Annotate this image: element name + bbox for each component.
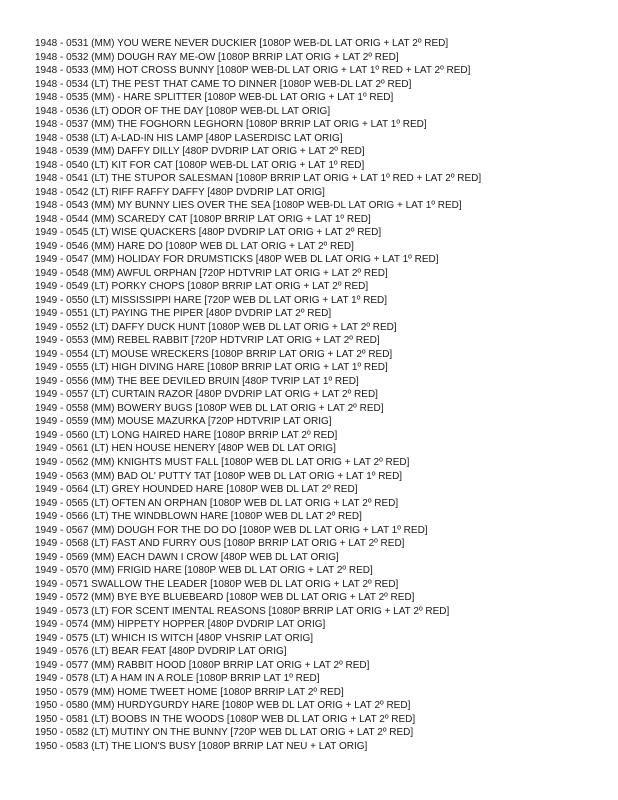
catalog-entry: 1948 - 0542 (LT) RIFF RAFFY DAFFY [480P DVDRIP LAT ORIG] — [35, 186, 325, 198]
catalog-entry: 1948 - 0533 (MM) HOT CROSS BUNNY [1080P WEB-DL LAT ORIG + LAT 1º RED + LAT 2º RED] — [35, 65, 471, 77]
catalog-entry: 1948 - 0537 (MM) THE FOGHORN LEGHORN [1080P BRRIP LAT ORIG + LAT 1º RED] — [35, 119, 427, 131]
catalog-entry: 1949 - 0571 SWALLOW THE LEADER [1080P WEB DL LAT ORIG + LAT 2º RED] — [35, 578, 399, 590]
catalog-entry: 1949 - 0577 (MM) RABBIT HOOD [1080P BRRIP LAT ORIG + LAT 2º RED] — [35, 659, 370, 671]
catalog-entry: 1949 - 0551 (LT) PAYING THE PIPER [480P DVDRIP LAT 2º RED] — [35, 308, 332, 320]
catalog-entry: 1949 - 0562 (MM) KNIGHTS MUST FALL [1080P WEB DL LAT ORIG + LAT 2º RED] — [35, 456, 410, 468]
catalog-entry: 1948 - 0543 (MM) MY BUNNY LIES OVER THE SEA [1080P WEB-DL LAT ORIG + LAT 1º RED] — [35, 200, 462, 212]
catalog-entry: 1948 - 0534 (LT) THE PEST THAT CAME TO DINNER [1080P WEB-DL LAT 2º RED] — [35, 78, 412, 90]
catalog-entry: 1948 - 0532 (MM) DOUGH RAY ME-OW [1080P BRRIP LAT ORIG + LAT 2º RED] — [35, 51, 399, 63]
catalog-entry: 1949 - 0555 (LT) HIGH DIVING HARE [1080P BRRIP LAT ORIG + LAT 1º RED] — [35, 362, 388, 374]
catalog-entry: 1949 - 0570 (MM) FRIGID HARE [1080P WEB DL LAT ORIG + LAT 2º RED] — [35, 565, 373, 577]
catalog-list — [35, 37, 610, 753]
catalog-entry: 1949 - 0572 (MM) BYE BYE BLUEBEARD [1080P WEB DL LAT ORIG + LAT 2º RED] — [35, 592, 415, 604]
catalog-entry: 1949 - 0547 (MM) HOLIDAY FOR DRUMSTICKS [480P WEB DL LAT ORIG + LAT 1º RED] — [35, 254, 439, 266]
catalog-entry: 1949 - 0561 (LT) HEN HOUSE HENERY [480P WEB DL LAT ORIG] — [35, 443, 336, 455]
catalog-entry: 1949 - 0574 (MM) HIPPETY HOPPER [480P DVDRIP LAT ORIG] — [35, 619, 326, 631]
catalog-entry: 1949 - 0559 (MM) MOUSE MAZURKA [720P HDTVRIP LAT ORIG] — [35, 416, 332, 428]
catalog-entry: 1950 - 0580 (MM) HURDYGURDY HARE [1080P WEB DL LAT ORIG + LAT 2º RED] — [35, 700, 411, 712]
catalog-entry: 1949 - 0545 (LT) WISE QUACKERS [480P DVDRIP LAT ORIG + LAT 2º RED] — [35, 227, 382, 239]
catalog-entry: 1948 - 0538 (LT) A-LAD-IN HIS LAMP [480P LASERDISC LAT ORIG] — [35, 132, 343, 144]
catalog-entry: 1949 - 0568 (LT) FAST AND FURRY OUS [1080P BRRIP LAT ORIG + LAT 2º RED] — [35, 538, 405, 550]
catalog-entry: 1948 - 0540 (LT) KIT FOR CAT [1080P WEB-DL LAT ORIG + LAT 1º RED] — [35, 159, 365, 171]
catalog-entry: 1949 - 0569 (MM) EACH DAWN I CROW [480P WEB DL LAT ORIG] — [35, 551, 339, 563]
catalog-entry: 1949 - 0576 (LT) BEAR FEAT [480P DVDRIP LAT ORIG] — [35, 646, 287, 658]
catalog-entry: 1949 - 0564 (LT) GREY HOUNDED HARE [1080P WEB DL LAT 2º RED] — [35, 484, 358, 496]
catalog-entry: 1949 - 0558 (MM) BOWERY BUGS [1080P WEB DL LAT ORIG + LAT 2º RED] — [35, 402, 384, 414]
catalog-entry: 1948 - 0531 (MM) YOU WERE NEVER DUCKIER [1080P WEB-DL LAT ORIG + LAT 2º RED] — [35, 38, 449, 49]
catalog-entry: 1949 - 0549 (LT) PORKY CHOPS [1080P BRRIP LAT ORIG + LAT 2º RED] — [35, 281, 369, 293]
catalog-entry: 1948 - 0539 (MM) DAFFY DILLY [480P DVDRIP LAT ORIG + LAT 2º RED] — [35, 146, 365, 158]
catalog-entry: 1948 - 0535 (MM) - HARE SPLITTER [1080P WEB-DL LAT ORIG + LAT 1º RED] — [35, 92, 394, 104]
catalog-entry: 1949 - 0557 (LT) CURTAIN RAZOR [480P DVDRIP LAT ORIG + LAT 2º RED] — [35, 389, 378, 401]
catalog-entry: 1950 - 0582 (LT) MUTINY ON THE BUNNY [720P WEB DL LAT ORIG + LAT 2º RED] — [35, 727, 414, 739]
catalog-entry: 1949 - 0550 (LT) MISSISSIPPI HARE [720P WEB DL LAT ORIG + LAT 1º RED] — [35, 294, 388, 306]
catalog-entry: 1949 - 0573 (LT) FOR SCENT IMENTAL REASONS [1080P BRRIP LAT ORIG + LAT 2º RED] — [35, 605, 450, 617]
catalog-entry: 1948 - 0544 (MM) SCAREDY CAT [1080P BRRIP LAT ORIG + LAT 1º RED] — [35, 213, 371, 225]
catalog-entry: 1949 - 0578 (LT) A HAM IN A ROLE [1080P BRRIP LAT 1º RED] — [35, 673, 320, 685]
catalog-entry: 1949 - 0566 (LT) THE WINDBLOWN HARE [1080P WEB DL LAT 2º RED] — [35, 511, 362, 523]
catalog-entry: 1950 - 0579 (MM) HOME TWEET HOME [1080P BRRIP LAT 2º RED] — [35, 686, 344, 698]
catalog-entry: 1949 - 0563 (MM) BAD OL' PUTTY TAT [1080P WEB DL LAT ORIG + LAT 1º RED] — [35, 470, 403, 482]
catalog-entry: 1949 - 0553 (MM) REBEL RABBIT [720P HDTVRIP LAT ORIG + LAT 2º RED] — [35, 335, 380, 347]
catalog-entry: 1949 - 0556 (MM) THE BEE DEVILED BRUIN [480P TVRIP LAT 1º RED] — [35, 375, 359, 387]
catalog-entry: 1949 - 0560 (LT) LONG HAIRED HARE [1080P BRRIP LAT 2º RED] — [35, 429, 338, 441]
catalog-entry: 1949 - 0552 (LT) DAFFY DUCK HUNT [1080P WEB DL LAT ORIG + LAT 2º RED] — [35, 321, 397, 333]
catalog-entry: 1948 - 0536 (LT) ODOR OF THE DAY [1080P WEB-DL LAT ORIG] — [35, 105, 331, 117]
catalog-entry: 1949 - 0567 (MM) DOUGH FOR THE DO DO [1080P WEB DL LAT ORIG + LAT 1º RED] — [35, 524, 428, 536]
catalog-entry: 1950 - 0583 (LT) THE LION'S BUSY [1080P BRRIP LAT NEU + LAT ORIG] — [35, 740, 368, 752]
catalog-entry: 1949 - 0548 (MM) AWFUL ORPHAN [720P HDTVRIP LAT ORIG + LAT 2º RED] — [35, 267, 388, 279]
catalog-entry: 1949 - 0554 (LT) MOUSE WRECKERS [1080P BRRIP LAT ORIG + LAT 2º RED] — [35, 348, 393, 360]
catalog-entry: 1949 - 0546 (MM) HARE DO [1080P WEB DL LAT ORIG + LAT 2º RED] — [35, 240, 354, 252]
catalog-entry: 1949 - 0575 (LT) WHICH IS WITCH [480P VHSRIP LAT ORIG] — [35, 632, 314, 644]
catalog-entry: 1948 - 0541 (LT) THE STUPOR SALESMAN [1080P BRRIP LAT ORIG + LAT 1º RED + LAT 2º RED] — [35, 173, 482, 185]
catalog-entry: 1949 - 0565 (LT) OFTEN AN ORPHAN [1080P WEB DL LAT ORIG + LAT 2º RED] — [35, 497, 399, 509]
catalog-entry: 1950 - 0581 (LT) BOOBS IN THE WOODS [1080P WEB DL LAT ORIG + LAT 2º RED] — [35, 713, 416, 725]
